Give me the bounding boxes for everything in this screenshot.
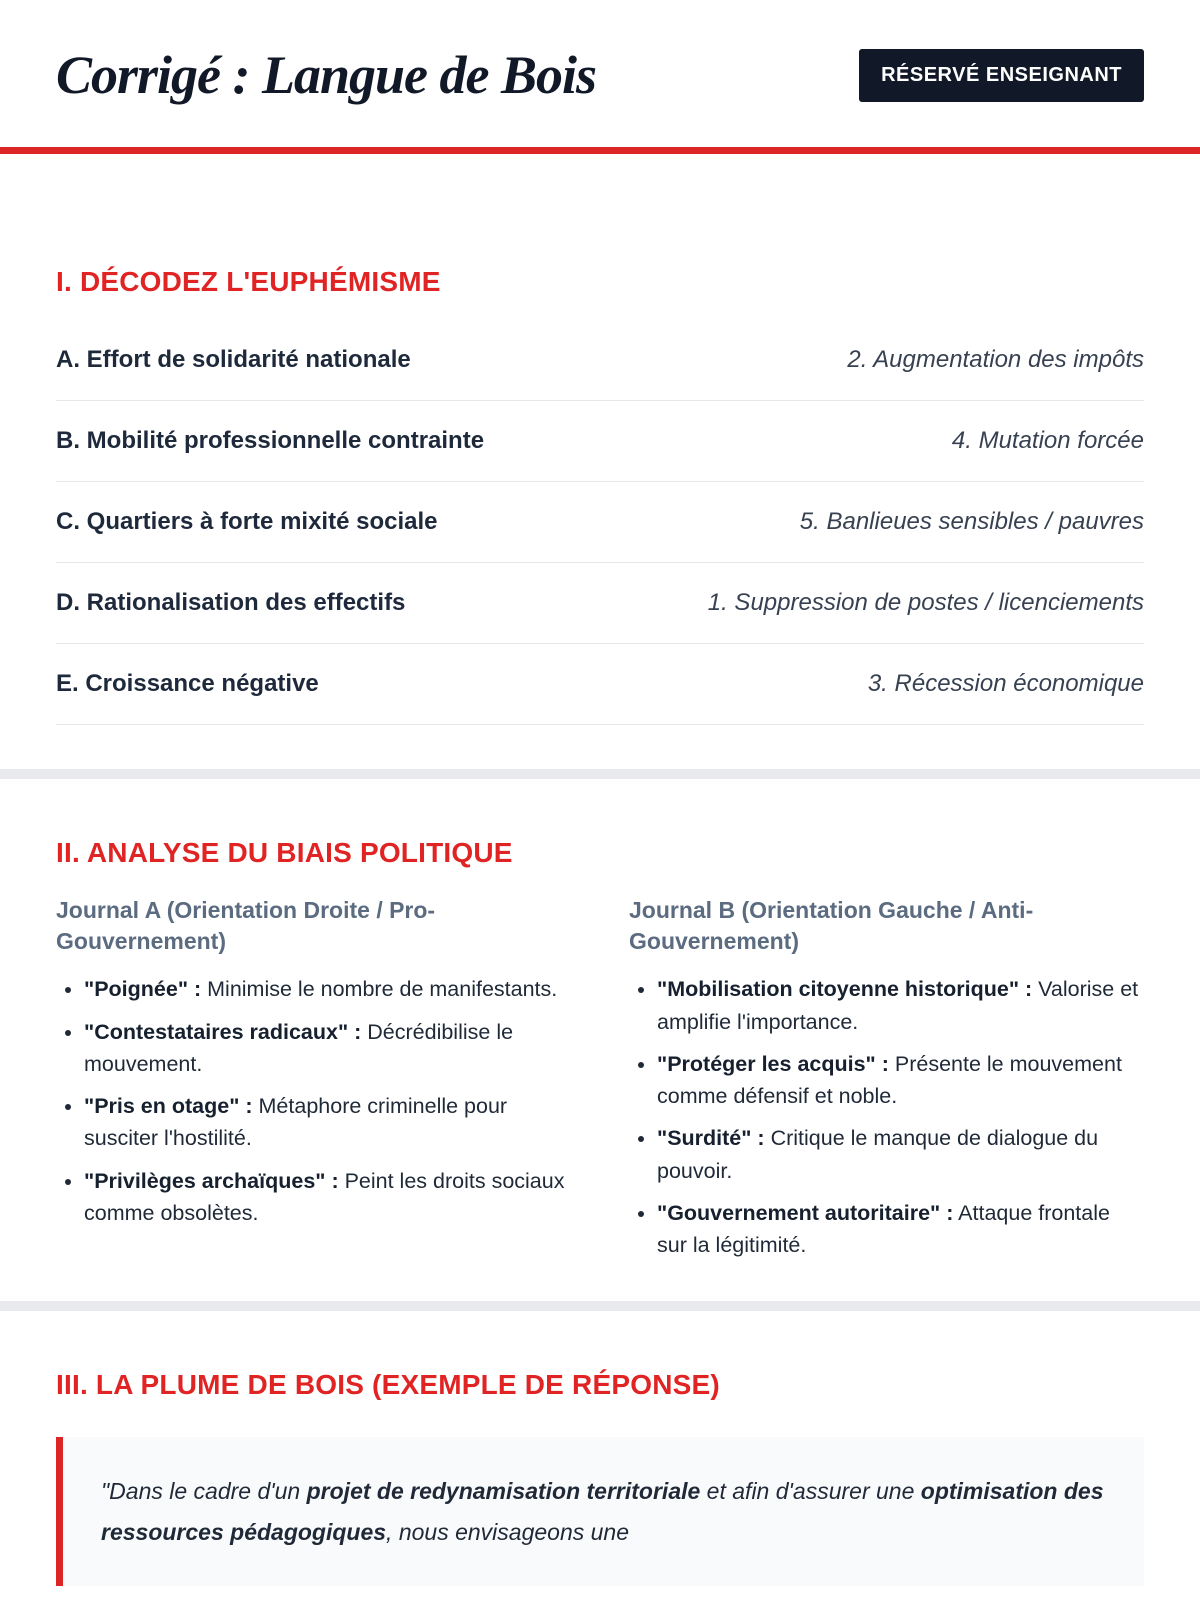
bullet-item [657,1122,1144,1187]
bullet-item [657,973,1144,1038]
quoted-term: "Contestataires radicaux" : [84,1019,362,1044]
journal-a-header: Journal A (Orientation Droite / Pro-Gouvernement) [56,897,436,955]
teacher-only-badge: RÉSERVÉ ENSEIGNANT [859,49,1144,102]
journal-columns [56,895,1144,1271]
journal-b-bullets [629,973,1144,1261]
bullet-desc: Présente le mouvement comme défensif et noble. [657,1051,1122,1109]
section2-heading: II. ANALYSE DU BIAIS POLITIQUE [56,837,513,869]
match-row [56,563,1144,644]
match-row [56,644,1144,725]
euphemism-answer: 4. Mutation forcée [951,427,1144,455]
quote-text: "Dans le cadre d'un [101,1478,307,1505]
section-model-answer [0,1311,1200,1586]
bullet-desc: Critique le manque de dialogue du pouvoir. [657,1126,1099,1183]
quote-text: , nous envisageons une [386,1518,630,1545]
journal-a-bullets [56,973,571,1229]
section-bias-analysis [0,779,1200,1301]
euphemism-term: C. Quartiers à forte mixité sociale [56,508,438,536]
quoted-term: "Mobilisation citoyenne historique" : [657,977,1033,1002]
header-rule [0,147,1200,154]
bullet-item [84,1090,571,1155]
journal-a-column [56,895,571,1271]
match-row [56,401,1144,482]
bullet-desc: Valorise et amplifie l'importance. [657,977,1139,1034]
euphemism-answer: 3. Récession économique [867,670,1144,698]
euphemism-term: A. Effort de solidarité nationale [56,346,411,374]
journal-b-column [629,895,1144,1271]
section3-heading: III. LA PLUME DE BOIS (EXEMPLE DE RÉPONSE) [56,1369,720,1401]
bullet-item [657,1048,1144,1113]
bullet-desc: Attaque frontale sur la légitimité. [657,1200,1110,1258]
quoted-term: "Surdité" : [657,1126,765,1151]
bullet-item [657,1197,1144,1262]
bullet-item [84,1165,571,1230]
quote-bold-phrase: optimisation des ressources pédagogiques [101,1478,1104,1545]
section-divider [0,1301,1200,1311]
euphemism-term: E. Croissance négative [56,670,319,698]
quote-bold-phrase: projet de redynamisation territoriale [306,1478,701,1505]
bullet-desc: Décrédibilise le mouvement. [84,1019,514,1076]
bullet-desc: Métaphore criminelle pour susciter l'hostilité. [84,1094,508,1151]
model-answer-quote [56,1437,1144,1586]
match-row [56,320,1144,401]
quoted-term: "Poignée" : [84,977,202,1002]
match-row [56,482,1144,563]
bullet-item [84,1016,571,1081]
euphemism-answer: 2. Augmentation des impôts [847,346,1144,374]
journal-b-header: Journal B (Orientation Gauche / Anti-Gouvernement) [629,897,1034,955]
quoted-term: "Gouvernement autoritaire" : [657,1200,954,1225]
euphemism-match-list [56,320,1144,725]
quoted-term: "Privilèges archaïques" : [84,1168,339,1193]
quote-text: et afin d'assurer une [700,1478,921,1505]
euphemism-answer: 1. Suppression de postes / licenciements [707,589,1144,617]
bullet-desc: Minimise le nombre de manifestants. [201,977,558,1002]
bullet-item [84,973,571,1005]
page-header [0,0,1200,147]
euphemism-term: D. Rationalisation des effectifs [56,589,406,617]
euphemism-answer: 5. Banlieues sensibles / pauvres [799,508,1144,536]
section-euphemisms [0,154,1200,769]
bullet-desc: Peint les droits sociaux comme obsolètes. [84,1168,565,1225]
quoted-term: "Protéger les acquis" : [657,1051,889,1076]
quoted-term: "Pris en otage" : [84,1094,253,1119]
euphemism-term: B. Mobilité professionnelle contrainte [56,427,485,455]
section-divider [0,769,1200,779]
page-title: Corrigé : Langue de Bois [56,45,597,105]
section1-heading: I. DÉCODEZ L'EUPHÉMISME [56,266,441,298]
